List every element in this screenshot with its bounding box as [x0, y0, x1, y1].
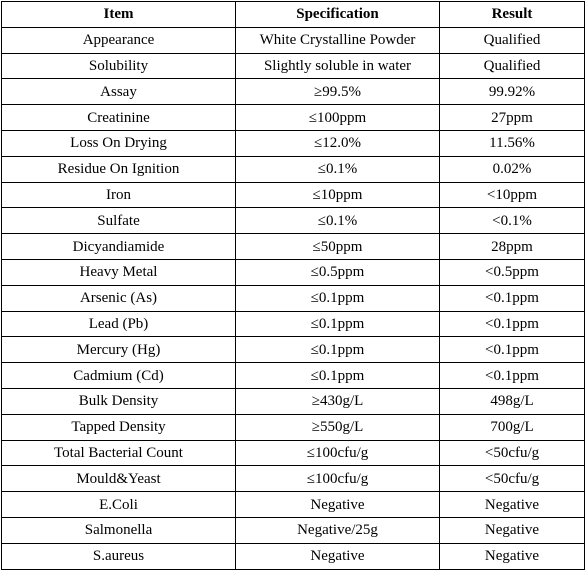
cell-specification: ≤0.1ppm: [236, 285, 440, 311]
cell-specification: Negative: [236, 492, 440, 518]
cell-result: Qualified: [440, 27, 585, 53]
cell-result: <50cfu/g: [440, 440, 585, 466]
specification-table: [1, 1, 585, 570]
cell-specification: ≤0.1ppm: [236, 311, 440, 337]
table-header-row: [2, 2, 585, 28]
cell-result: <0.1ppm: [440, 337, 585, 363]
cell-result: <0.1%: [440, 208, 585, 234]
cell-specification: ≤0.1ppm: [236, 363, 440, 389]
cell-item: Creatinine: [2, 105, 236, 131]
cell-item: Bulk Density: [2, 388, 236, 414]
cell-specification: Slightly soluble in water: [236, 53, 440, 79]
cell-item: Cadmium (Cd): [2, 363, 236, 389]
cell-specification: ≤12.0%: [236, 130, 440, 156]
table-row: [2, 311, 585, 337]
cell-item: Residue On Ignition: [2, 156, 236, 182]
cell-specification: ≤0.5ppm: [236, 259, 440, 285]
cell-specification: Negative/25g: [236, 517, 440, 543]
table-row: [2, 440, 585, 466]
cell-item: Lead (Pb): [2, 311, 236, 337]
table-row: [2, 414, 585, 440]
table-row: [2, 337, 585, 363]
cell-item: Loss On Drying: [2, 130, 236, 156]
table-body: [2, 27, 585, 569]
table-row: [2, 388, 585, 414]
table-row: [2, 27, 585, 53]
cell-result: Negative: [440, 517, 585, 543]
table-row: [2, 156, 585, 182]
cell-specification: White Crystalline Powder: [236, 27, 440, 53]
table-row: [2, 285, 585, 311]
cell-item: Heavy Metal: [2, 259, 236, 285]
cell-item: Iron: [2, 182, 236, 208]
table-row: [2, 105, 585, 131]
cell-item: Assay: [2, 79, 236, 105]
cell-result: <0.5ppm: [440, 259, 585, 285]
table-row: [2, 79, 585, 105]
cell-specification: ≥550g/L: [236, 414, 440, 440]
cell-result: <50cfu/g: [440, 466, 585, 492]
cell-specification: ≤100ppm: [236, 105, 440, 131]
cell-result: 27ppm: [440, 105, 585, 131]
cell-result: <0.1ppm: [440, 311, 585, 337]
cell-result: Negative: [440, 492, 585, 518]
cell-item: Appearance: [2, 27, 236, 53]
cell-result: 0.02%: [440, 156, 585, 182]
cell-item: Mould&Yeast: [2, 466, 236, 492]
cell-result: 11.56%: [440, 130, 585, 156]
cell-specification: ≤10ppm: [236, 182, 440, 208]
table-row: [2, 492, 585, 518]
cell-result: Negative: [440, 543, 585, 569]
table-row: [2, 234, 585, 260]
cell-specification: ≤0.1%: [236, 208, 440, 234]
cell-item: Tapped Density: [2, 414, 236, 440]
table-row: [2, 466, 585, 492]
cell-item: Sulfate: [2, 208, 236, 234]
cell-result: Qualified: [440, 53, 585, 79]
cell-result: <0.1ppm: [440, 285, 585, 311]
table-row: [2, 363, 585, 389]
table-row: [2, 543, 585, 569]
table-row: [2, 517, 585, 543]
cell-specification: ≥430g/L: [236, 388, 440, 414]
cell-specification: ≤100cfu/g: [236, 466, 440, 492]
cell-result: 498g/L: [440, 388, 585, 414]
table-row: [2, 53, 585, 79]
cell-specification: ≤100cfu/g: [236, 440, 440, 466]
cell-item: Solubility: [2, 53, 236, 79]
cell-item: E.Coli: [2, 492, 236, 518]
cell-specification: ≤0.1ppm: [236, 337, 440, 363]
cell-specification: ≥99.5%: [236, 79, 440, 105]
cell-result: 99.92%: [440, 79, 585, 105]
table-row: [2, 182, 585, 208]
cell-item: S.aureus: [2, 543, 236, 569]
table-row: [2, 208, 585, 234]
table-row: [2, 259, 585, 285]
header-specification: Specification: [236, 2, 440, 28]
cell-item: Salmonella: [2, 517, 236, 543]
cell-item: Arsenic (As): [2, 285, 236, 311]
cell-result: <0.1ppm: [440, 363, 585, 389]
cell-item: Total Bacterial Count: [2, 440, 236, 466]
cell-specification: ≤0.1%: [236, 156, 440, 182]
cell-item: Dicyandiamide: [2, 234, 236, 260]
cell-item: Mercury (Hg): [2, 337, 236, 363]
header-item: Item: [2, 2, 236, 28]
cell-result: 28ppm: [440, 234, 585, 260]
cell-specification: ≤50ppm: [236, 234, 440, 260]
header-result: Result: [440, 2, 585, 28]
cell-result: <10ppm: [440, 182, 585, 208]
table-row: [2, 130, 585, 156]
cell-result: 700g/L: [440, 414, 585, 440]
cell-specification: Negative: [236, 543, 440, 569]
